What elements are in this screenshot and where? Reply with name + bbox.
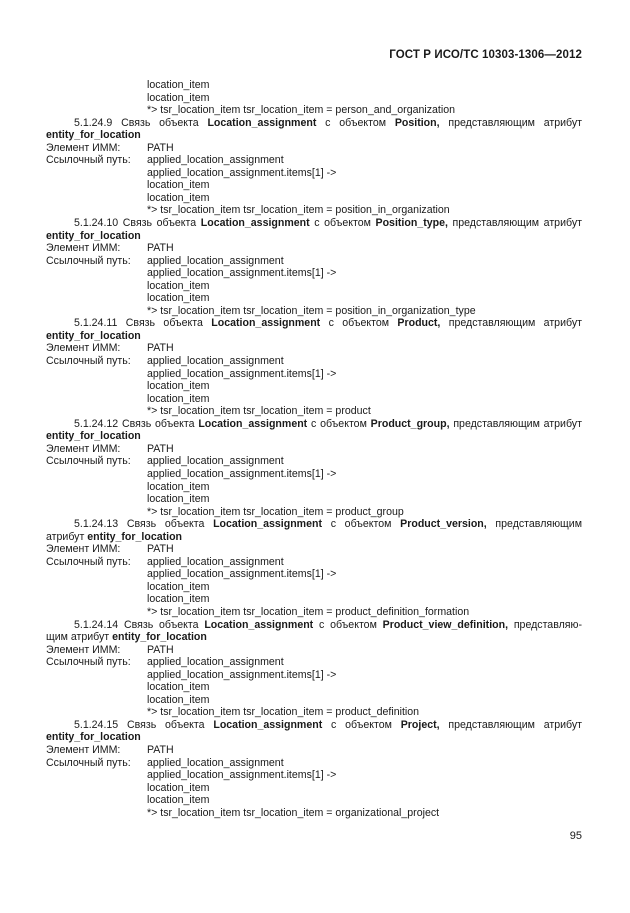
clause-text: представляющим атрибут (453, 417, 582, 430)
clause-text: Связь объекта (121, 417, 195, 430)
path-line: applied_location_assignment.items[1] -> (147, 769, 337, 782)
clause-number: 5.1.24.9 (74, 116, 113, 129)
path-line: *> tsr_location_item tsr_location_item = position_in_organization (147, 204, 450, 217)
element-value: PATH (147, 743, 174, 756)
element-row (46, 744, 582, 757)
path-line: applied_location_assignment (147, 254, 284, 267)
clause-number: 5.1.24.10 (74, 217, 119, 230)
clause-text: с объектом (331, 718, 392, 731)
element-label: Элемент ИММ: (46, 242, 121, 255)
attribute-name: entity_for_location (46, 329, 141, 342)
clause-text: щим атрибут (46, 631, 113, 644)
clause-section (46, 317, 582, 417)
clause-number: 5.1.24.11 (74, 317, 118, 330)
clause-text: Связь объекта (125, 317, 203, 330)
element-value: PATH (147, 442, 174, 455)
reference-path-label: Ссылочный путь: (46, 555, 131, 568)
clause-text: с объектом (314, 217, 371, 230)
document-body (46, 79, 582, 819)
clause-text: представляющим атрибут (452, 217, 582, 230)
target-entity-name: Product, (397, 317, 441, 330)
reference-path-label: Ссылочный путь: (46, 756, 131, 769)
path-line: *> tsr_location_item tsr_location_item = product_definition (147, 706, 420, 719)
element-value: PATH (147, 543, 174, 556)
element-row (46, 342, 582, 355)
path-line: *> tsr_location_item tsr_location_item = position_in_organization_type (147, 304, 476, 317)
element-row (46, 142, 582, 155)
clause-number: 5.1.24.13 (74, 518, 119, 531)
target-entity-name: Project, (400, 718, 440, 731)
path-line: applied_location_assignment (147, 355, 284, 368)
clause-number: 5.1.24.15 (74, 718, 119, 731)
clause-heading-continuation (46, 129, 582, 142)
element-value: PATH (147, 141, 174, 154)
path-line: applied_location_assignment.items[1] -> (147, 166, 337, 179)
element-label: Элемент ИММ: (46, 342, 121, 355)
path-line: *> tsr_location_item tsr_location_item = product (147, 405, 371, 418)
element-label: Элемент ИММ: (46, 442, 121, 455)
element-label: Элемент ИММ: (46, 141, 121, 154)
element-row (46, 644, 582, 657)
attribute-name: entity_for_location (46, 129, 141, 142)
clause-heading-continuation (46, 531, 582, 544)
clause-section (46, 418, 582, 518)
path-line: location_item (147, 279, 210, 292)
page-number: 95 (569, 830, 582, 842)
reference-path-label: Ссылочный путь: (46, 154, 131, 167)
clause-heading-continuation (46, 731, 582, 744)
path-line: location_item (147, 91, 210, 104)
clause-heading (46, 117, 582, 130)
path-line: *> tsr_location_item tsr_location_item = organizational_project (147, 806, 440, 819)
reference-path-label: Ссылочный путь: (46, 455, 131, 468)
path-line: location_item (147, 693, 210, 706)
path-line: location_item (147, 392, 210, 405)
path-line: *> tsr_location_item tsr_location_item = person_and_organization (147, 104, 455, 117)
clause-section (46, 719, 582, 819)
element-row (46, 543, 582, 556)
element-value: PATH (147, 242, 174, 255)
clause-section (46, 518, 582, 618)
clause-text: Связь объекта (126, 518, 205, 531)
clause-heading (46, 619, 582, 632)
path-line: location_item (147, 493, 210, 506)
clause-section (46, 217, 582, 317)
reference-path-row (46, 154, 582, 167)
entity-name: Location_assignment (200, 217, 310, 230)
reference-path-label: Ссылочный путь: (46, 355, 131, 368)
path-line: applied_location_assignment.items[1] -> (147, 367, 337, 380)
clause-section (46, 117, 582, 217)
clause-text: представляющим атрибут (448, 718, 583, 731)
clause-heading-continuation (46, 230, 582, 243)
reference-path-row (46, 255, 582, 268)
target-entity-name: Position, (394, 116, 440, 129)
path-line: *> tsr_location_item tsr_location_item = product_group (147, 505, 404, 518)
path-line: location_item (147, 380, 210, 393)
element-label: Элемент ИММ: (46, 643, 121, 656)
element-row (46, 242, 582, 255)
clause-heading-continuation (46, 430, 582, 443)
clause-heading (46, 518, 582, 531)
clause-heading-continuation (46, 330, 582, 343)
entity-name: Location_assignment (213, 718, 323, 731)
reference-path-label: Ссылочный путь: (46, 254, 131, 267)
clause-text: представляю- (513, 618, 582, 631)
path-line: location_item (147, 292, 210, 305)
clause-text: с объектом (311, 417, 367, 430)
reference-path-row (46, 455, 582, 468)
entity-name: Location_assignment (204, 618, 314, 631)
entity-name: Location_assignment (213, 518, 322, 531)
clause-number: 5.1.24.14 (74, 618, 119, 631)
reference-path-label: Ссылочный путь: (46, 656, 131, 669)
clause-heading (46, 317, 582, 330)
reference-path-row (46, 656, 582, 669)
attribute-name: entity_for_location (46, 430, 141, 443)
path-line: location_item (147, 781, 210, 794)
target-entity-name: Product_version, (400, 518, 487, 531)
clause-text: Связь объекта (121, 116, 199, 129)
path-line: location_item (147, 179, 210, 192)
path-line: applied_location_assignment (147, 154, 284, 167)
clause-heading-continuation (46, 631, 582, 644)
clause-text: с объектом (328, 317, 390, 330)
clause-heading (46, 719, 582, 732)
clause-text: с объектом (319, 618, 377, 631)
clause-heading (46, 418, 582, 431)
path-line: applied_location_assignment (147, 656, 284, 669)
clause-text: атрибут (46, 530, 88, 543)
path-line: applied_location_assignment.items[1] -> (147, 467, 337, 480)
path-line: applied_location_assignment.items[1] -> (147, 267, 337, 280)
target-entity-name: Position_type, (375, 217, 448, 230)
element-label: Элемент ИММ: (46, 743, 121, 756)
reference-path-row (46, 556, 582, 569)
element-label: Элемент ИММ: (46, 543, 121, 556)
path-line: location_item (147, 593, 210, 606)
entity-name: Location_assignment (211, 317, 321, 330)
clause-text: Связь объекта (122, 217, 197, 230)
entity-name: Location_assignment (207, 116, 317, 129)
clause-text: представляющим (495, 518, 582, 531)
path-line: location_item (147, 580, 210, 593)
clause-text: с объектом (325, 116, 387, 129)
path-line: applied_location_assignment (147, 756, 284, 769)
entity-name: Location_assignment (198, 417, 308, 430)
clause-text: представляющим атрибут (448, 317, 582, 330)
path-line: location_item (147, 794, 210, 807)
attribute-name: entity_for_location (46, 731, 141, 744)
reference-path-row (46, 757, 582, 770)
clause-text: Связь объекта (126, 718, 205, 731)
attribute-name: entity_for_location (87, 530, 183, 543)
element-value: PATH (147, 643, 174, 656)
path-line: location_item (147, 681, 210, 694)
clause-heading (46, 217, 582, 230)
target-entity-name: Product_view_definition, (382, 618, 509, 631)
clause-number: 5.1.24.12 (74, 417, 119, 430)
clause-text: Связь объекта (123, 618, 199, 631)
path-line: location_item (147, 79, 210, 91)
clause-section (46, 619, 582, 719)
attribute-name: entity_for_location (46, 229, 141, 242)
path-line: applied_location_assignment.items[1] -> (147, 568, 337, 581)
document-header: ГОСТ Р ИСО/ТС 10303-1306—2012 (389, 49, 582, 61)
target-entity-name: Product_group, (370, 417, 450, 430)
element-value: PATH (147, 342, 174, 355)
reference-path-row (46, 355, 582, 368)
attribute-name: entity_for_location (112, 631, 207, 644)
path-line: location_item (147, 480, 210, 493)
path-line: applied_location_assignment (147, 455, 284, 468)
path-line: *> tsr_location_item tsr_location_item = product_definition_formation (147, 605, 470, 618)
clause-text: представляющим атрибут (448, 116, 583, 129)
path-line: applied_location_assignment (147, 555, 284, 568)
element-row (46, 443, 582, 456)
path-line: location_item (147, 191, 210, 204)
clause-text: с объектом (330, 518, 392, 531)
path-line: applied_location_assignment.items[1] -> (147, 668, 337, 681)
